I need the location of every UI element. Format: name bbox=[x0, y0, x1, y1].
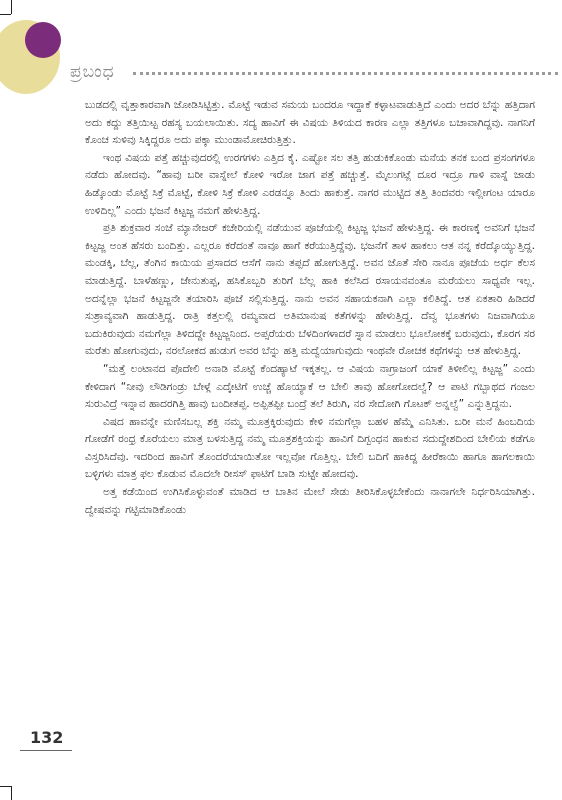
paragraph: ವಿಷದ ಹಾವನ್ನೇ ಮಣಿಸಬಲ್ಲ ಶಕ್ತಿ ನಮ್ಮ ಮೂತ್ರಕ್ಕಿರುವುದು ಕೇಳಿ ನಮಗೆಲ್ಲಾ ಬಹಳ ಹೆಮ್ಮೆ ಎನಿಸಿತು. ಬರೀ ಮನೆ ಹಿಂಬದಿಯ ಗೋಡೆಗೆ ರಂಧ್ರ ಕೊರೆಯಲು ಮಾತ್ರ ಬಳಸುತ್ತಿದ್ದ ನಮ್ಮ ಮೂತ್ರಶಕ್ತಿಯನ್ನು ಹಾವಿಗೆ ದಿಗ್ಬಂಧನ ಹಾಕುವ ಸದುದ್ದೇಶದಿಂದ ಬೇಲಿಯ ಕಡೆಗೂ ವಿಸ್ತರಿಸಿದೆವು. ಇದರಿಂದ ಹಾವಿಗೆ ತೊಂದರೆಯಾಯಿತೋ ಇಲ್ಲವೋ ಗೊತ್ತಿಲ್ಲ. ಬೇಲಿ ಬದಿಗೆ ಹಾಕಿದ್ದ ಹೀರೆಕಾಯಿ ಹಾಗೂ ಹಾಗಲಕಾಯಿ ಬಳ್ಳಿಗಳು ಮಾತ್ರ ಫಲ ಕೊಡುವ ಮೊದಲೇ ರೀಸಸ್ ಫಾಟಿಗೆ ಬಾಡಿ ಸುಟ್ಟೇ ಹೋದವು. bbox=[85, 415, 535, 481]
paragraph: ಪ್ರತಿ ಶುಕ್ರವಾರ ಸಂಜೆ ಮ್ಯಾನೇಜರ್ ಕಚೇರಿಯಲ್ಲಿ ನಡೆಯುವ ಪೂಜೆಯಲ್ಲಿ ಕಿಟ್ಟಜ್ಜ ಭಜನೆ ಹೇಳುತ್ತಿದ್ದ. ಈ ಕಾರಣಕ್ಕೆ ಅವನಿಗೆ ಭಜನೆ ಕಿಟ್ಟಜ್ಜ ಅಂತ ಹೆಸರು ಬಂದಿತ್ತು. ಎಲ್ಲರೂ ಕರೆದಂತೆ ನಾವೂ ಹಾಗೆ ಕರೆಯುತ್ತಿದ್ದೆವು. ಭಜನೆಗೆ ತಾಳ ಹಾಕಲು ಆತ ನನ್ನ ಕರೆದ್ಕೊಯ್ಯುತ್ತಿದ್ದ. ಮಂಡಕ್ಕಿ, ಬೆಲ್ಲ, ತೆಂಗಿನ ಕಾಯಿಯ ಪ್ರಸಾದದ ಆಸೆಗೆ ನಾನು ತಪ್ಪದೆ ಹೋಗುತ್ತಿದ್ದೆ. ಅವನ ಜೊತೆ ಸೇರಿ ನಾನೂ ಪೂಜೆಯ ಅರ್ಧ ಕೆಲಸ ಮಾಡುತ್ತಿದ್ದೆ. ಬಾಳೆಹಣ್ಣು, ಜೇನುತುಪ್ಪ, ಹಸಿಕೊಬ್ಬರಿ ತುರಿಗೆ ಬೆಲ್ಲ ಹಾಕಿ ಕಲೆಸಿದ ರಸಾಯನವಂತೂ ಮರೆಯಲು ಸಾಧ್ಯವೇ ಇಲ್ಲ. ಅದನ್ನೆಲ್ಲಾ ಭಜನೆ ಕಿಟ್ಟಜ್ಜನೇ ತಯಾರಿಸಿ ಪೂಜೆ ಸಲ್ಲಿಸುತ್ತಿದ್ದ. ನಾನು ಅವನ ಸಹಾಯಕನಾಗಿ ಎಲ್ಲಾ ಕಲಿತಿದ್ದೆ. ಆತ ಏಕತಾರಿ ಹಿಡಿದರೆ ಸುಶ್ರಾವ್ಯವಾಗಿ ಹಾಡುತ್ತಿದ್ದ. ರಾತ್ರಿ ಕತ್ತಲಲ್ಲಿ ರಮ್ಯವಾದ ಅತಿಮಾನುಷ ಕತೆಗಳನ್ನು ಹೇಳುತ್ತಿದ್ದ. ದೆವ್ವ ಭೂತಗಳು ನಿಜವಾಗಿಯೂ ಬದುಕಿರುವುದು ನಮಗೆಲ್ಲಾ ತಿಳಿದದ್ದೇ ಕಿಟ್ಟಜ್ಜನಿಂದ. ಅಪ್ಸರೆಯರು ಬೆಳದಿಂಗಳಾದರೆ ಸ್ನಾನ ಮಾಡಲು ಭೂಲೋಕಕ್ಕೆ ಬರುವುದು, ಕೊರಗ ಸರ ಮರೆತು ಹೋಗುವುದು, ನರಲೋಕದ ಹುಡುಗ ಅವರ ಬೆನ್ನು ಹತ್ತಿ ಮದ್ವೆಯಾಗುವುದು ಇಂಥವೇ ರೋಚಕ ಕಥೆಗಳನ್ನು ಆತ ಹೇಳುತ್ತಿದ್ದ. bbox=[85, 222, 535, 358]
paragraph: ಬುಡದಲ್ಲಿ ವೃತ್ತಾಕಾರವಾಗಿ ಜೋಡಿಸಿಟ್ಟಿತ್ತು. ಮೊಟ್ಟೆ ಇಡುವ ಸಮಯ ಬಂದರೂ ಇದ್ದಾಕೆ ಕಳ್ಳಾಟವಾಡುತ್ತಿದೆ ಎಂದು ಅದರ ಬೆನ್ನು ಹತ್ತಿದಾಗ ಅದು ಕದ್ದು ತತ್ತಿಯಿಟ್ಟ ರಹಸ್ಯ ಬಯಲಾಯಿತು. ಸದ್ಯ ಹಾವಿಗೆ ಈ ವಿಷಯ ತಿಳಿಯದ ಕಾರಣ ಎಲ್ಲಾ ತತ್ತಿಗಳೂ ಬಚಾವಾಗಿದ್ದವು. ನಾಗನಿಗೆ ಕೊಂಚ ಸುಳಿವು ಸಿಕ್ಕಿದ್ದರೂ ಅದು ಪಕ್ಕಾ ಮುಂಡಾಮೋಚಿರುತ್ತಿತ್ತು. bbox=[85, 99, 535, 147]
crop-mark-bottom-horizontal bbox=[0, 786, 11, 787]
crop-mark-bottom-vertical bbox=[11, 786, 12, 800]
article-body bbox=[85, 97, 535, 519]
paragraph: ಇಂಥ ವಿಷಯ ಪತ್ತೆ ಹಚ್ಚುವುದರಲ್ಲಿ ಉರಗಗಳು ಎತ್ತಿದ ಕೈ. ಎಷ್ಟೋ ಸಲ ತತ್ತಿ ಹುಡುಕಿಕೊಂಡು ಮನೆಯ ತನಕ ಬಂದ ಪ್ರಸಂಗಗಳೂ ನಡೆದು ಹೋದವು. “ಹಾವು ಬರೀ ವಾಸ್ನೇಲೆ ಕೋಳಿ ಇರೋ ಜಾಗ ಪತ್ತೆ ಹಚ್ಚುತ್ತೆ. ಮೈಲುಗಟ್ಲೆ ದೂರ ಇದ್ರೂ ಗಾಳಿ ವಾಸ್ನೆ ಜಾಡು ಹಿಡ್ಕೊಂಡು ಮೊಟ್ಟೆ ಸಿಕ್ರೆ ಮೊಟ್ಟೆ, ಕೋಳಿ ಸಿಕ್ರೆ ಕೋಳಿ ಎರಡನ್ನೂ ತಿಂದು ಹಾಕುತ್ತೆ. ನಾಗರ ಮುಟ್ಟಿದ ತತ್ತಿ ತಿಂದವರು ಇಲ್ಲೀಗಂಟ ಯಾರೂ ಉಳಿದಿಲ್ಲ” ಎಂದು ಭಜನೆ ಕಿಟ್ಟಜ್ಜ ನಮಗೆ ಹೇಳುತ್ತಿದ್ದ. bbox=[85, 151, 535, 217]
dotted-rule bbox=[133, 72, 558, 75]
crop-mark-top-vertical bbox=[11, 0, 12, 14]
crop-mark-top-horizontal bbox=[0, 14, 11, 15]
paragraph: ಅತ್ತ ಕಡೆಯಿಂದ ಉಗಿಸಿಕೊಳ್ಳುವಂತೆ ಮಾಡಿದ ಆ ಬಾತಿನ ಮೇಲೆ ಸೇಡು ತೀರಿಸಿಕೊಳ್ಳಬೇಕೆಂದು ನಾನಾಗಲೇ ನಿರ್ಧರಿಸಿಯಾಗಿತ್ತು. ದ್ವೇಷವನ್ನು ಗಟ್ಟಿಮಾಡಿಕೊಂಡು bbox=[85, 486, 535, 516]
decorative-purple-circle bbox=[25, 22, 61, 58]
page-number: 132 bbox=[30, 728, 64, 747]
paragraph: “ಮತ್ತೆ ಲಂಟಾನದ ಪೊದೇಲಿ ಅನಾಡಿ ಮೊಟ್ಟೆ ಕೆಂದಹ್ಯಾಟೆ ಇಕ್ಕತಲ್ಲ. ಆ ವಿಷಯ ನಾಗ್ರಾಜಂಗೆ ಯಾಕೆ ತಿಳೀಲಿಲ್ಲ ಕಿಟ್ಟಜ್ಜ” ಎಂದು ಕೇಳಿದಾಗ “ನೀವು ಲೌಡಿಗಂಡ್ರು ಬೇಳ್ಗೆ ಎದ್ಕೇಟಿಗೆ ಉಚ್ಚೆ ಹೊಯ್ಯಾಕೆ ಆ ಬೇಲಿ ತಾವು ಹೋಗೋದಲ್ವೆ? ಆ ಪಾಟಿ ಗಬ್ಬಾಥದ ಗಂಜಲ ಸುರುವಿದ್ರೆ ಇನ್ನಾವ ಹಾದರಗಿತ್ತಿ ಹಾವು ಬಂದೀತಪ್ಪ. ಅಪ್ಪಿತಪ್ಪೀ ಬಂದ್ರೆ ತಲೆ ತಿರುಗಿ, ನರ ಸೇದೋಗಿ ಗೊಟಕ್ ಅನ್ನಲ್ವೆ” ಎನ್ನುತ್ತಿದ್ದನು. bbox=[85, 362, 535, 411]
section-title: ಪ್ರಬಂಧ bbox=[70, 62, 115, 82]
page-number-rule bbox=[20, 750, 72, 751]
